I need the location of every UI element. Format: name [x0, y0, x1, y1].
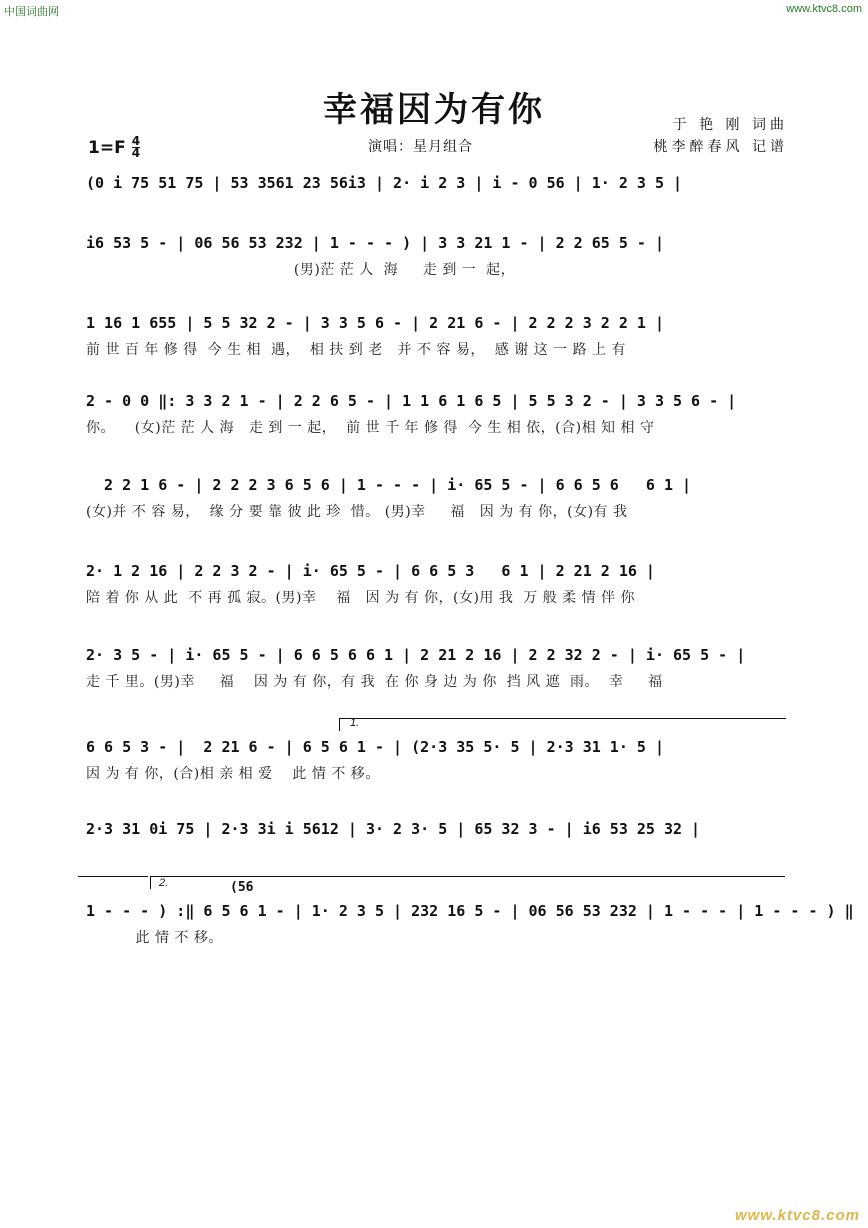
- notation-line: 2·3 31 0i 75 | 2·3 3i i 5612 | 3· 2 3· 5 | 65 32 3 - | i6 53 25 32 |: [86, 820, 701, 838]
- notation-line: 1 - - - ) :‖ 6 5 6 1 - | 1· 2 3 5 | 232 16 5 - | 06 56 53 232 | 1 - - - | 1 - - - ) ‖: [86, 902, 854, 920]
- lyrics-line: (女)并 不 容 易， 缘 分 要 靠 彼 此 珍 惜。 (男)幸 福 因 为 有 你，(女)有 我: [86, 504, 628, 520]
- lyrics-line: 陪 着 你 从 此 不 再 孤 寂。(男)幸 福 因 为 有 你，(女)用 我 万 般 柔 情 伴 你: [86, 590, 636, 606]
- lyrics-line: [86, 200, 786, 220]
- notation-line: i6 53 5 - | 06 56 53 232 | 1 - - - ) | 3 3 21 1 - | 2 2 65 5 - |: [86, 234, 664, 252]
- score-row: [86, 560, 786, 608]
- volta-2-label: 2.: [159, 877, 169, 889]
- score-row: [86, 900, 854, 948]
- time-signature-bottom: 4: [131, 146, 141, 160]
- lyrics-line: 因 为 有 你，(合)相 亲 相 爱 此 情 不 移。: [86, 766, 380, 782]
- lyricist-composer: 于 艳 刚 词曲: [672, 117, 788, 133]
- notation-line: (0 i 75 51 75 | 53 3561 23 56i3 | 2· i 2 3 | i - 0 56 | 1· 2 3 5 |: [86, 174, 683, 192]
- score-row: [86, 818, 786, 866]
- watermark-top-left: 中国词曲网: [4, 6, 59, 18]
- time-signature-top: 4: [131, 134, 141, 148]
- score-row: [86, 474, 786, 522]
- score-row: [86, 644, 786, 692]
- lyrics-line: 此 情 不 移。: [86, 930, 223, 946]
- score-row: [86, 172, 786, 220]
- performer: 演唱：星月组合: [368, 139, 473, 155]
- notation-line: 2· 1 2 16 | 2 2 3 2 - | i· 65 5 - | 6 6 5 3 6 1 | 2 21 2 16 |: [86, 562, 655, 580]
- volta-1-label: 1.: [350, 717, 360, 729]
- key-signature: [88, 136, 140, 159]
- lyrics-line: 走 千 里。(男)幸 福 因 为 有 你，有 我 在 你 身 边 为 你 挡 风 遮 雨。 幸 福: [86, 674, 663, 690]
- score-row: [86, 736, 786, 784]
- notation-line: 6 6 5 3 - | 2 21 6 - | 6 5 6 1 - | (2·3 35 5· 5 | 2·3 31 1· 5 |: [86, 738, 664, 756]
- score-row: [86, 390, 786, 438]
- song-title: 幸福因为有你: [323, 90, 545, 130]
- key-label: 1=F: [88, 137, 126, 158]
- lyrics-line: 你。 (女)茫 茫 人 海 走 到 一 起， 前 世 千 年 修 得 今 生 相 依，(合)相 知 相 守: [86, 420, 655, 436]
- credits-block: [654, 114, 788, 158]
- notation-line: 2 - 0 0 ‖: 3 3 2 1 - | 2 2 6 5 - | 1 1 6 1 6 5 | 5 5 3 2 - | 3 3 5 6 - |: [86, 392, 737, 410]
- notation-line: 2· 3 5 - | i· 65 5 - | 6 6 5 6 6 1 | 2 21 2 16 | 2 2 32 2 - | i· 65 5 - |: [86, 646, 746, 664]
- notation-line: 2 2 1 6 - | 2 2 2 3 6 5 6 | 1 - - - | i· 65 5 - | 6 6 5 6 6 1 |: [86, 476, 692, 494]
- lyrics-line: [86, 846, 786, 866]
- lyrics-line: (男)茫 茫 人 海 走 到 一 起，: [86, 262, 516, 278]
- lyrics-line: 前 世 百 年 修 得 今 生 相 遇， 相 扶 到 老 并 不 容 易， 感 谢 这 一 路 上 有: [86, 342, 627, 358]
- score-row: [86, 232, 786, 280]
- watermark-bottom-right: www.ktvc8.com: [735, 1207, 860, 1224]
- trill-line: [78, 876, 148, 877]
- score-row: [86, 312, 786, 360]
- time-signature: [132, 136, 140, 159]
- volta-ending-1: [339, 718, 786, 731]
- notation-line: 1 16 1 655 | 5 5 32 2 - | 3 3 5 6 - | 2 21 6 - | 2 2 2 3 2 2 1 |: [86, 314, 664, 332]
- watermark-top-right: www.ktvc8.com: [786, 3, 862, 15]
- transcriber: 桃李醉春风 记谱: [653, 139, 788, 155]
- grace-notes: (56: [230, 880, 254, 895]
